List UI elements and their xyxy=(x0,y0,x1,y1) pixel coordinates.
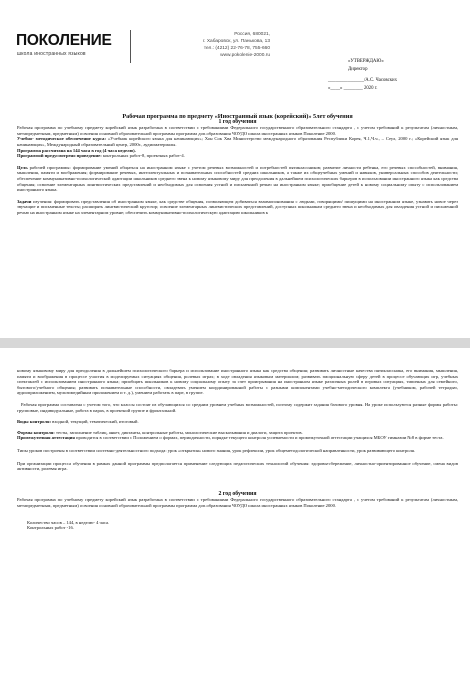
technologies-paragraph: При организации процесса обучения в рамках данной программы предполагается применение следующих педагогических технологий обучения: здоровьесбережение, личностно-ориентированное обучение, смена видов активности, ролевая игра. xyxy=(17,460,458,472)
support-paragraph xyxy=(17,136,458,147)
approval-date: «____» ________ 2020 г. xyxy=(328,86,378,91)
control-label: Программой предусмотрено проведение: xyxy=(17,153,102,159)
logo-tagline: школа иностранных языков xyxy=(17,51,86,57)
document-title: Рабочая программа по предмету «Иностранный язык (корейский)» 5лет обучения xyxy=(122,113,353,120)
page-1-body xyxy=(17,114,458,216)
tasks-label: Задачи xyxy=(17,198,32,204)
control-forms-label: Формы контроля: xyxy=(17,429,55,435)
approval-role: Директор xyxy=(348,66,368,72)
goal-label: Цель xyxy=(17,164,28,170)
hours-text: Программа рассчитана на 144 часа в год (4 часа неделю). xyxy=(17,147,136,153)
section-heading-year-1: 1 год обучения xyxy=(218,118,257,125)
letterhead-contacts xyxy=(140,31,270,59)
section-heading-year-2: 2 год обучения xyxy=(218,490,257,497)
tasks-paragraph xyxy=(17,199,458,216)
tasks-text: изучения: формировать представления об иностранном языке, как средстве общения, позволяющем добиваться взаимопонимания с людьми, говорящими/ пишущими на иностранном языке, узнавать новое через звучащие и письменные тексты; расширять лингвистический кругозор; освоение элементарных лингвистических представлений, доступных школьникам среднего звена и необходимых для овладения устной и письменной речью на иностранном языке на элементарном уровне; обеспечить коммуникативно-психологическую адаптацию школьников к xyxy=(17,198,458,215)
logo-wordmark: ПОКОЛЕНИЕ xyxy=(16,32,112,49)
compiled-paragraph: Рабочая программа составлена с учетом того, что классы состоят из обучающихся со средним уровнем учебных возможностей, поэтому содержит задания базового уровня. На уроке используются разные формы работы: групповые, индивидуальные, работа в парах, в проектной группе и фронтальной. xyxy=(17,401,458,413)
control-forms-text: тесты, заполнение таблиц, анкет, диктанты, контрольные работы, монологические высказывания и диалоги, защита проектов. xyxy=(54,429,303,435)
hours-count: Количество часов – 144, в неделю- 4 часа. xyxy=(27,519,110,525)
contact-line: тел.: (4212) 22-76-78, 755-660 xyxy=(203,46,270,51)
interim-label: Промежуточная аттестация xyxy=(17,435,75,441)
support-label: Учебно- методическое обеспечение курса: xyxy=(17,136,106,142)
interim-text: проводится в соответствии с Положением о формах, периодичности, порядке текущего контроля успеваемости и промежуточной аттестации учащихся МБОУ гимназии №8 в форме теста. xyxy=(74,435,444,441)
document-page-2 xyxy=(0,348,470,674)
interim-paragraph xyxy=(17,435,458,441)
tests-count: Контрольных работ -16. xyxy=(27,525,74,531)
approval-block xyxy=(328,58,453,94)
school-logo xyxy=(16,32,112,62)
control-types-text: входной, текущий, тематический, итоговый. xyxy=(51,419,139,425)
goal-paragraph xyxy=(17,165,458,193)
intro-paragraph-year-2: Рабочая программа по учебному предмету корейский язык разработана в соответствии с требованиями Федерального государственного образовательного стандарта , с учетом требований к результатам (личностным, метапредметным, предметным) освоения основной образовательной программы программа доп.образования ЧОУДО школа иностранных языков Поколение 2000. xyxy=(17,497,458,508)
intro-paragraph: Рабочая программа по учебному предмету корейский язык разработана в соответствии с требованиями Федерального государственного образовательного стандарта , с учетом требований к результатам (личностным, метапредметным, предметным) освоения основной образовательной программы программа доп.образования ЧОУДО школа иностранных языков Поколение 2000. xyxy=(17,125,458,136)
support-text: «Учебник корейского языка для начинающих»; Хон Сок Хва Министерство международного образования Республики Корея, Ч.1,Ч.ч., – Сеул, 2000 г.; «Корейский язык для начинающих», Международный образовательный центр, 2000г., аудиоматериалы. xyxy=(17,136,458,147)
contact-line: г. Хабаровск, ул. Панькова, 13 xyxy=(203,39,270,44)
control-types-label: Виды контроля: xyxy=(17,419,51,425)
approval-heading: «УТВЕРЖДАЮ» xyxy=(348,59,384,64)
control-text: контрольных работ-8, проектных работ-4. xyxy=(101,153,185,159)
website-link[interactable]: www.pokolenie-2000.ru xyxy=(220,53,270,58)
approval-signature: _______________/А.С. Часовских xyxy=(328,77,398,83)
tasks-continued-paragraph: новому языковому миру для преодоления в дальнейшем психологического барьера и использование иностранного языка как средства общения; развивать личностные качества пятиклассника, его внимания, мышления, памяти и воображения в процессе участия в моделируемых ситуациях общения, ролевых играх; в ходе овладения языковым материалом; развивать эмоциональную сферу детей в процессе обучающих игр, учебных спектаклей с использованием иностранного языка; приобщать школьников к новому социальному опыту за счет проигрывания на иностранном языке различных ролей в игровых ситуациях, типичных для семейного, бытового/учебного общения; развивать познавательные способности, овладевать умением координированной работы с разными компонентами учебно-методического комплекта (учебником, рабочей тетрадью, аудиоприложением, мультимедийным приложением и т. д.), умением работать в паре, в группе. xyxy=(17,368,458,396)
letterhead-divider xyxy=(130,30,131,63)
page-2-body xyxy=(17,368,458,531)
lesson-types-paragraph: Типы уроков построены в соответствии системно-деятельностного подхода: урок «открытия» нового знания, урок рефлексии, урок общеметодологической направленности, урок развивающего контроля. xyxy=(17,447,416,453)
contact-line: Россия, 680021, xyxy=(234,32,270,37)
goal-text: рабочей программы: формирование умений общаться на иностранном языке с учетом речевых возможностей и потребностей пятиклассников; развитие личности ребенка, его речевых способностей, внимания, мышления, памяти и воображения; формирование речевых, интеллектуальных и познавательных способностей средних школьников, а также их общеучебных умений и навыков, универсальных способов деятельности; обеспечение коммуникативно-психологической адаптации школьников среднего звена к новому языковому миру для преодоления в дальнейшем психологических барьеров в использовании иностранного языка как средства общения; освоение элементарных лингвистических представлений и необходимых для освоения устной и письменной речью на иностранном языке; приобщение детей к новому социальному опыту с использованием иностранного языка. xyxy=(17,164,458,193)
